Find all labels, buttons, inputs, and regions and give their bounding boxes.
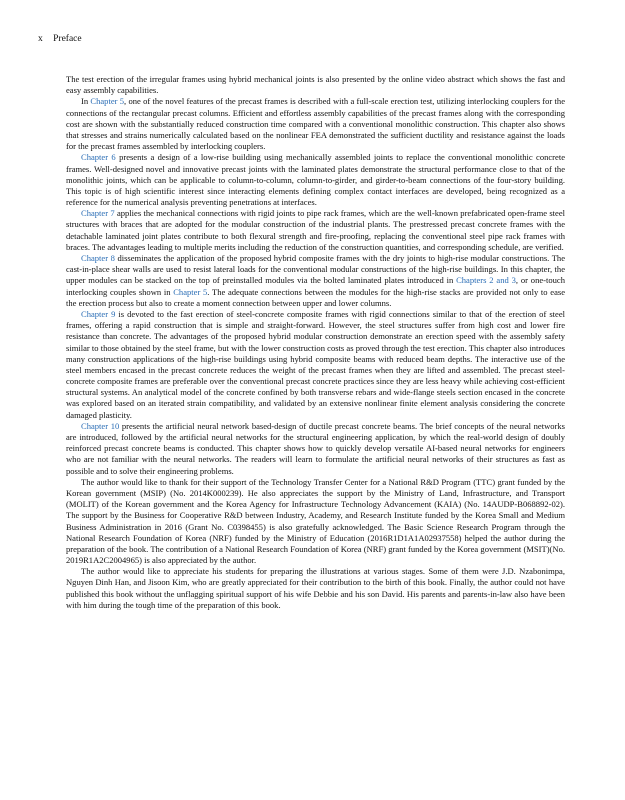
paragraph-text: , one of the novel features of the precast frames is described with a full-scale erection test, utilizing interlocking couplers for the connections of the rectangular precast columns. Efficient and effortless assembly capabilities of the precast frames along with the corresponding cost are shown with the substantially reduced construction time compared with a conventional monolithic construction. This chapter also shows that stresses and strains numerically calculated based on the nonlinear FEA demonstrated the sufficient ductility and resistance against the loads for the precast frames assembled by interlocking couplers. [66,96,565,152]
chapter-link[interactable]: Chapter 5 [173,286,208,297]
running-head-title: Preface [53,34,82,44]
chapter-link[interactable]: Chapter 7 [81,208,115,219]
chapter-link[interactable]: Chapter 8 [81,253,115,263]
chapter-link[interactable]: Chapter 5 [90,96,125,107]
paragraph-text: The author would like to appreciate his students for preparing the illustrations at various stages. Some of them were J.D. Nzabonimpa, Nguyen Dinh Han, and Jisoon Kim, who are greatly appreciated for their contribution to the birth of this book. Finally, the author could not have published this book without the unflagging spiritual support of his wife Debbie and his son David. His parents and parents-in-law also have been with him during the tough time of the preparation of this book. [66,566,565,610]
paragraph [66,96,565,152]
paragraph [66,253,565,309]
paragraph [66,477,565,567]
paragraph-text: The author would like to thank for their support of the Technology Transfer Center for a National R&D Program (TTC) grant funded by the Korean government (MSIP) (No. 2014K000239). He also appreciates the support by the Ministry of Land, Infrastructure, and Transport (MOLIT) of the Korean government and the Korea Agency for Infrastructure Technology Advancement (KAIA) (No. 14AUDP-B068892-02). The support by the Business for Cooperative R&D between Industry, Academy, and Research Institute funded by the Korea Small and Medium Business Administration in 2016 (Grant No. C0398455) is also gratefully acknowledged. The Basic Science Research Program through the National Research Foundation of Korea (NRF) funded by the Ministry of Education (2016R1D1A1A02937558) helped the author during the preparation of the book. The contribution of a National Research Foundation of Korea (NRF) grant funded by the Korea government (MSIT)(No. 2019R1A2C2004965) is also appreciated by the author. [66,476,565,566]
chapter-link[interactable]: Chapters 2 and 3 [456,275,516,286]
paragraph [66,421,565,477]
chapter-link[interactable]: Chapter 9 [81,308,116,319]
paragraph-text: The test erection of the irregular frames using hybrid mechanical joints is also presented by the online video abstract which shows the fast and easy assembly capabilities. [66,74,565,96]
paragraph-text: applies the mechanical connections with rigid joints to pipe rack frames, which are the well-known prefabricated open-frame steel structures with braces that are adopted for the modular construction of the industrial plants. The prestressed precast concrete frames with the detachable laminated joint plates contribute to both flexural strength and fire-proofing, replacing the conventional steel pipe rack frames with braces. The advantages leading to multiple merits including the reduction of the construction quantities, and corresponding schedule, are verified. [66,208,566,252]
chapter-link[interactable]: Chapter 6 [81,152,116,163]
paragraph [66,152,565,208]
paragraph-text: presents a design of a low-rise building using mechanically assembled joints to replace the conventional monolithic concrete frames. Well-designed novel and innovative precast joints with the laminated plates demonstrate the structural performance close to that of the monolithic joints, which can be applicable to column-to-column, column-to-girder, and girder-to-beam connections of the four-story building. This topic is of high scientific interest since interacting elements defining complex contact interfaces are developed, being recognized as a reference for the numerical analysis preventing penetrations at interfaces. [66,152,565,208]
paragraph-text: In [81,96,91,107]
paragraph-text: , or one-touch interlocking couples shown in [66,275,565,297]
paragraph-text: disseminates the application of the proposed hybrid composite frames with the dry joints to high-rise modular constructions. The cast-in-place shear walls are used to resist lateral loads for the conventional modular constructions of the high-rise buildings. In this chapter, the upper modules can be stacked on the top of preinstalled modules via the bolted laminated plates introduced in [66,253,566,286]
paragraph [66,208,565,253]
preface-body [66,74,565,611]
paragraph [66,566,565,611]
paragraph-text: . The adequate connections between the modules for the high-rise stacks are provided not only to ease the erection process but also to create a moment connection between upper and lower columns. [66,286,565,308]
chapter-link[interactable]: Chapter 10 [81,420,120,431]
paragraph [66,309,565,421]
paragraph-text: presents the artificial neural network based-design of ductile precast concrete beams. The brief concepts of the neural networks are introduced, followed by the artificial neural networks for the structural engineering application, by which the real-world design of doubly reinforced precast concrete beams is conducted. This chapter shows how to quickly develop versatile AI-based neural networks for engineers who are not familiar with the neural networks. The readers will learn to formulate the artificial neural networks of their structures as fast as possible and to solve their engineering problems. [66,420,565,476]
paragraph [66,74,565,96]
page-number: x [38,34,43,44]
paragraph-text: is devoted to the fast erection of steel-concrete composite frames with rigid connections similar to that of the erection of steel frames, offering a rapid construction that is simple and straight-forward. However, the steel structures suffer from high cost and lower fire resistance than concrete. The advantages of the proposed hybrid modular construction demonstrate an erection speed with the assembly safety similar to those obtained by the steel frame, but with the lower construction costs as proved through the test erection. This chapter also introduces many construction applications of the high-rise buildings using hybrid composite beams with reduced beam depths. The interactive use of the steel members encased in the precast concrete reduces the weight of the precast frames when they are lifted and assembled. The precast steel-concrete composite frames are preferable over the conventional precast concrete practices since they are less heavy while achieving cost-efficient structural systems. An analytical model of the concrete confined by both transverse rebars and wide-flange steels section encased in the concrete was explored based on an iterated strain compatibility, and validated by an extensive nonlinear finite element analysis considering the concrete damaged plasticity. [66,308,566,420]
running-head [38,34,82,44]
